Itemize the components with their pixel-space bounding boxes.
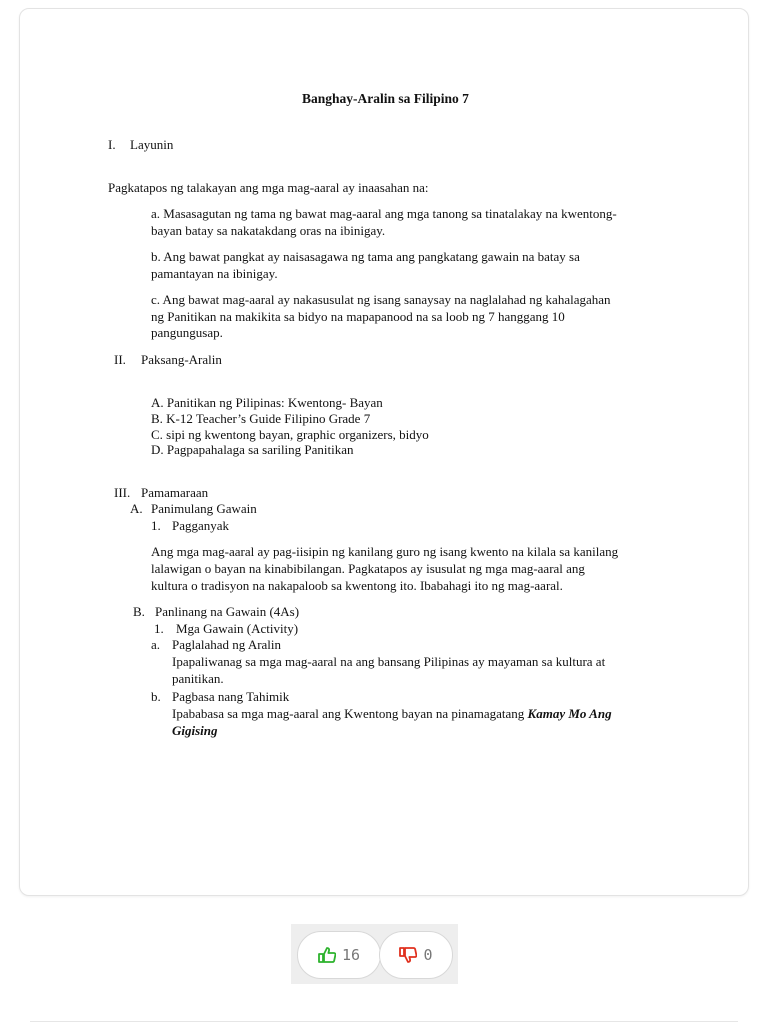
pagganyak-line-2: lalawigan o bayan na kinabibilangan. Pagkatapos ay isusulat ng mga mag-aaral ang xyxy=(151,561,585,576)
section-3-heading: Pamamaraan xyxy=(141,485,209,500)
downvote-count: 0 xyxy=(423,946,433,964)
sub-b-line-1 xyxy=(172,706,612,723)
sub-b-heading: Pagbasa nang Tahimik xyxy=(172,689,290,704)
item-b1-heading: Mga Gawain (Activity) xyxy=(176,621,299,636)
part-b-heading: Panlinang na Gawain (4As) xyxy=(155,604,300,619)
story-title-continued: Gigising xyxy=(172,723,218,738)
downvote-button[interactable] xyxy=(379,931,453,979)
upvote-button[interactable] xyxy=(297,931,381,979)
sub-b-letter: b. xyxy=(151,689,161,704)
section-3-number: III. xyxy=(114,485,131,500)
objective-b-line-2: pamantayan na ibinigay. xyxy=(151,266,278,281)
thumbs-down-icon xyxy=(399,947,417,963)
objective-a-line-2: bayan batay sa nakatakdang oras na ibinigay. xyxy=(151,223,386,238)
item-1-number: 1. xyxy=(151,518,161,533)
objective-b-line-1: b. Ang bawat pangkat ay naisasagawa ng tama ang pangkatang gawain na batay sa xyxy=(151,249,580,264)
topic-item: B. K-12 Teacher’s Guide Filipino Grade 7 xyxy=(151,411,371,426)
objectives-intro: Pagkatapos ng talakayan ang mga mag-aaral ay inaasahan na: xyxy=(108,180,429,195)
topic-item: C. sipi ng kwentong bayan, graphic organizers, bidyo xyxy=(151,427,429,442)
topic-item: A. Panitikan ng Pilipinas: Kwentong- Bayan xyxy=(151,395,383,410)
pagganyak-line-3: kultura o tradisyon na nakapaloob sa kwentong ito. Ibabahagi ito ng mag-aaral. xyxy=(151,578,563,593)
vote-bar xyxy=(291,924,458,984)
document-page xyxy=(19,8,749,896)
section-1-number: I. xyxy=(108,137,116,152)
sub-a-heading: Paglalahad ng Aralin xyxy=(172,637,282,652)
section-1-heading: Layunin xyxy=(130,137,174,152)
item-b1-number: 1. xyxy=(154,621,164,636)
upvote-count: 16 xyxy=(341,946,361,964)
thumbs-up-icon xyxy=(318,947,336,963)
story-title: Kamay Mo Ang xyxy=(527,706,612,721)
part-b-letter: B. xyxy=(133,604,145,619)
objective-c-line-2: ng Panitikan na makikita sa bidyo na mapapanood na sa loob ng 7 hanggang 10 xyxy=(151,309,565,324)
sub-b-text: Ipababasa sa mga mag-aaral ang Kwentong bayan na pinamagatang xyxy=(172,706,525,721)
section-2-heading: Paksang-Aralin xyxy=(141,352,222,367)
sub-a-line-2: panitikan. xyxy=(172,671,224,686)
objective-c-line-3: pangungusap. xyxy=(151,325,223,340)
topic-item: D. Pagpapahalaga sa sariling Panitikan xyxy=(151,442,354,457)
sub-a-line-1: Ipapaliwanag sa mga mag-aaral na ang bansang Pilipinas ay mayaman sa kultura at xyxy=(172,654,606,669)
part-a-heading: Panimulang Gawain xyxy=(151,501,257,516)
section-2-number: II. xyxy=(114,352,126,367)
item-1-heading: Pagganyak xyxy=(172,518,230,533)
objective-a-line-1: a. Masasagutan ng tama ng bawat mag-aaral ang mga tanong sa tinatalakay na kwentong- xyxy=(151,206,617,221)
document-title: Banghay-Aralin sa Filipino 7 xyxy=(302,91,469,106)
footer-divider xyxy=(30,1021,738,1022)
objective-c-line-1: c. Ang bawat mag-aaral ay nakasusulat ng isang sanaysay na naglalahad ng kahalagahan xyxy=(151,292,611,307)
pagganyak-line-1: Ang mga mag-aaral ay pag-iisipin ng kanilang guro ng isang kwento na kilala sa kanilang xyxy=(151,544,619,559)
sub-a-letter: a. xyxy=(151,637,161,652)
part-a-letter: A. xyxy=(130,501,143,516)
